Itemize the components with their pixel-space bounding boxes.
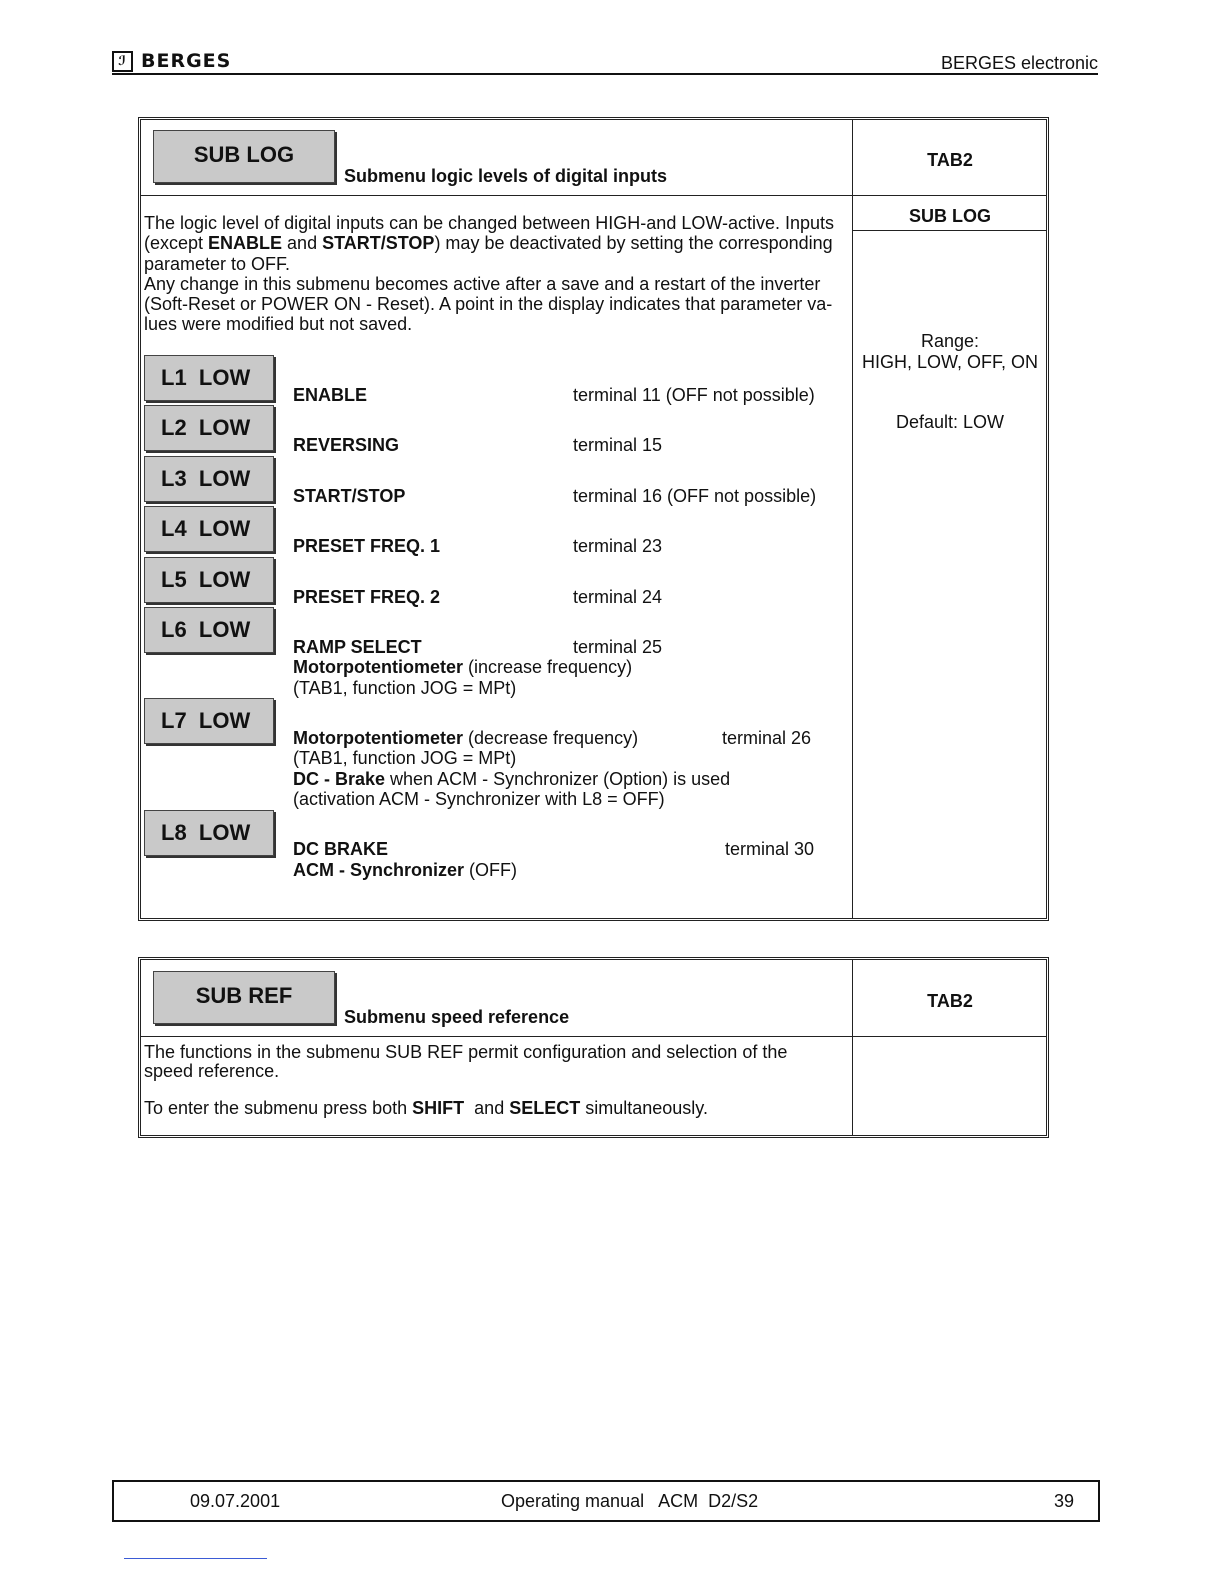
sub-ref-text: simultaneously.: [580, 1098, 708, 1118]
l1-name: ENABLE: [293, 385, 368, 405]
l8-extra-1: [293, 860, 517, 881]
l7-extra-3: (activation ACM - Synchronizer with L8 = OFF): [293, 789, 665, 809]
l4-name: PRESET FREQ. 1: [293, 536, 441, 556]
l6-extra-1: [293, 657, 632, 678]
intro-text: ) may be deactivated by setting the corresponding: [434, 233, 833, 254]
shift-key-label: SHIFT: [412, 1098, 465, 1118]
intro-enable: ENABLE: [208, 233, 283, 254]
l8-terminal: terminal 30: [725, 839, 815, 859]
l7-extra-bold: DC - Brake: [293, 769, 386, 789]
l4-display-text: L4 LOW: [161, 516, 251, 541]
sub-ref-display-text: SUB REF: [195, 982, 293, 1008]
l8-extra-rest: (OFF): [464, 860, 518, 880]
sub-ref-text: To enter the submenu press both: [144, 1098, 413, 1118]
intro-line-1: The logic level of digital inputs can be changed between HIGH-and LOW-active. Inputs: [144, 213, 835, 233]
l5-display: [144, 557, 274, 603]
l6-terminal: terminal 25: [573, 637, 663, 657]
l1-display-text: L1 LOW: [161, 365, 251, 390]
intro-start-stop: START/STOP: [322, 233, 435, 254]
l4-display: [144, 506, 274, 552]
l1-terminal: terminal 11 (OFF not possible): [573, 385, 815, 405]
l6-extra-rest: (increase frequency): [463, 657, 633, 677]
sub-ref-tab: TAB2: [927, 991, 973, 1011]
l6-display-text: L6 LOW: [161, 617, 251, 642]
l5-name: PRESET FREQ. 2: [293, 587, 441, 607]
sub-ref-text: and: [464, 1098, 510, 1118]
sub-ref-title: Submenu speed reference: [344, 1007, 570, 1027]
select-key-label: SELECT: [509, 1098, 581, 1118]
default-value: Default: LOW: [895, 412, 1005, 432]
l5-display-text: L5 LOW: [161, 567, 251, 592]
l1-display: [144, 355, 274, 401]
sub-ref-column-divider: [852, 959, 853, 1136]
footer-link-underline: [124, 1558, 267, 1559]
l7-terminal: terminal 26: [722, 728, 812, 748]
sub-ref-line-2: speed reference.: [144, 1061, 280, 1081]
l7-display-text: L7 LOW: [161, 708, 251, 733]
intro-line-5: (Soft-Reset or POWER ON - Reset). A point in the display indicates that parameter va-: [144, 294, 833, 315]
header-company: BERGES electronic: [940, 53, 1098, 73]
brand-name: BERGES: [141, 50, 232, 72]
l8-name: DC BRAKE: [293, 839, 389, 859]
header-divider: [112, 73, 1098, 75]
sub-log-title: Submenu logic levels of digital inputs: [344, 166, 668, 186]
range-label: Range:: [920, 331, 980, 351]
l6-extra-2: (TAB1, function JOG = MPt): [293, 678, 517, 698]
sub-log-param-name: SUB LOG: [908, 206, 991, 226]
sub-ref-line-1: The functions in the submenu SUB REF permit configuration and selection of the: [144, 1042, 788, 1062]
l7-extra-1: (TAB1, function JOG = MPt): [293, 748, 517, 768]
footer-page: 39: [1054, 1491, 1075, 1511]
l8-display-text: L8 LOW: [161, 820, 251, 845]
sub-log-tab: TAB2: [927, 150, 973, 170]
intro-line-3: parameter to OFF.: [144, 253, 291, 274]
brand-logo: [112, 50, 231, 72]
sub-log-param-divider: [853, 230, 1047, 231]
intro-text: (except: [144, 233, 209, 254]
footer-date: 09.07.2001: [190, 1491, 281, 1511]
sub-log-header-divider: [140, 195, 1047, 196]
sub-log-display-text: SUB LOG: [193, 141, 295, 167]
l6-name: RAMP SELECT: [293, 637, 422, 657]
l2-display: [144, 405, 274, 451]
sub-ref-header-divider: [140, 1036, 1047, 1037]
sub-ref-display: [153, 971, 335, 1024]
l3-display: [144, 456, 274, 502]
sub-log-intro: [144, 213, 850, 335]
l5-terminal: terminal 24: [573, 587, 663, 607]
intro-line-6: lues were modified but not saved.: [144, 314, 413, 335]
l7-display: [144, 698, 274, 744]
l7-name: [293, 728, 638, 749]
l6-display: [144, 607, 274, 653]
range-values: HIGH, LOW, OFF, ON: [861, 352, 1038, 372]
intro-line-2: [144, 233, 850, 253]
l7-name-bold: Motorpotentiometer: [293, 728, 463, 748]
l3-terminal: terminal 16 (OFF not possible): [573, 486, 817, 506]
intro-text: and: [282, 233, 323, 254]
l7-extra-2: [293, 769, 730, 790]
l2-display-text: L2 LOW: [161, 415, 251, 440]
l2-terminal: terminal 15: [573, 435, 663, 455]
berges-logo-icon: ℐ: [112, 51, 133, 72]
l2-name: REVERSING: [293, 435, 400, 455]
l4-terminal: terminal 23: [573, 536, 663, 556]
l8-extra-bold: ACM - Synchronizer: [293, 860, 465, 880]
sub-log-column-divider: [852, 119, 853, 919]
l7-extra-rest: when ACM - Synchronizer (Option) is used: [385, 769, 731, 789]
intro-line-4: Any change in this submenu becomes active after a save and a restart of the inverter: [144, 273, 821, 294]
l3-name: START/STOP: [293, 486, 406, 506]
sub-log-display: [153, 130, 335, 183]
footer-title: Operating manual ACM D2/S2: [501, 1491, 759, 1511]
sub-ref-line-3: [144, 1098, 708, 1119]
l8-display: [144, 810, 274, 856]
l6-extra-bold: Motorpotentiometer: [293, 657, 463, 677]
l3-display-text: L3 LOW: [161, 466, 251, 491]
l7-name-rest: (decrease frequency): [463, 728, 639, 748]
page-footer: [112, 1480, 1100, 1522]
